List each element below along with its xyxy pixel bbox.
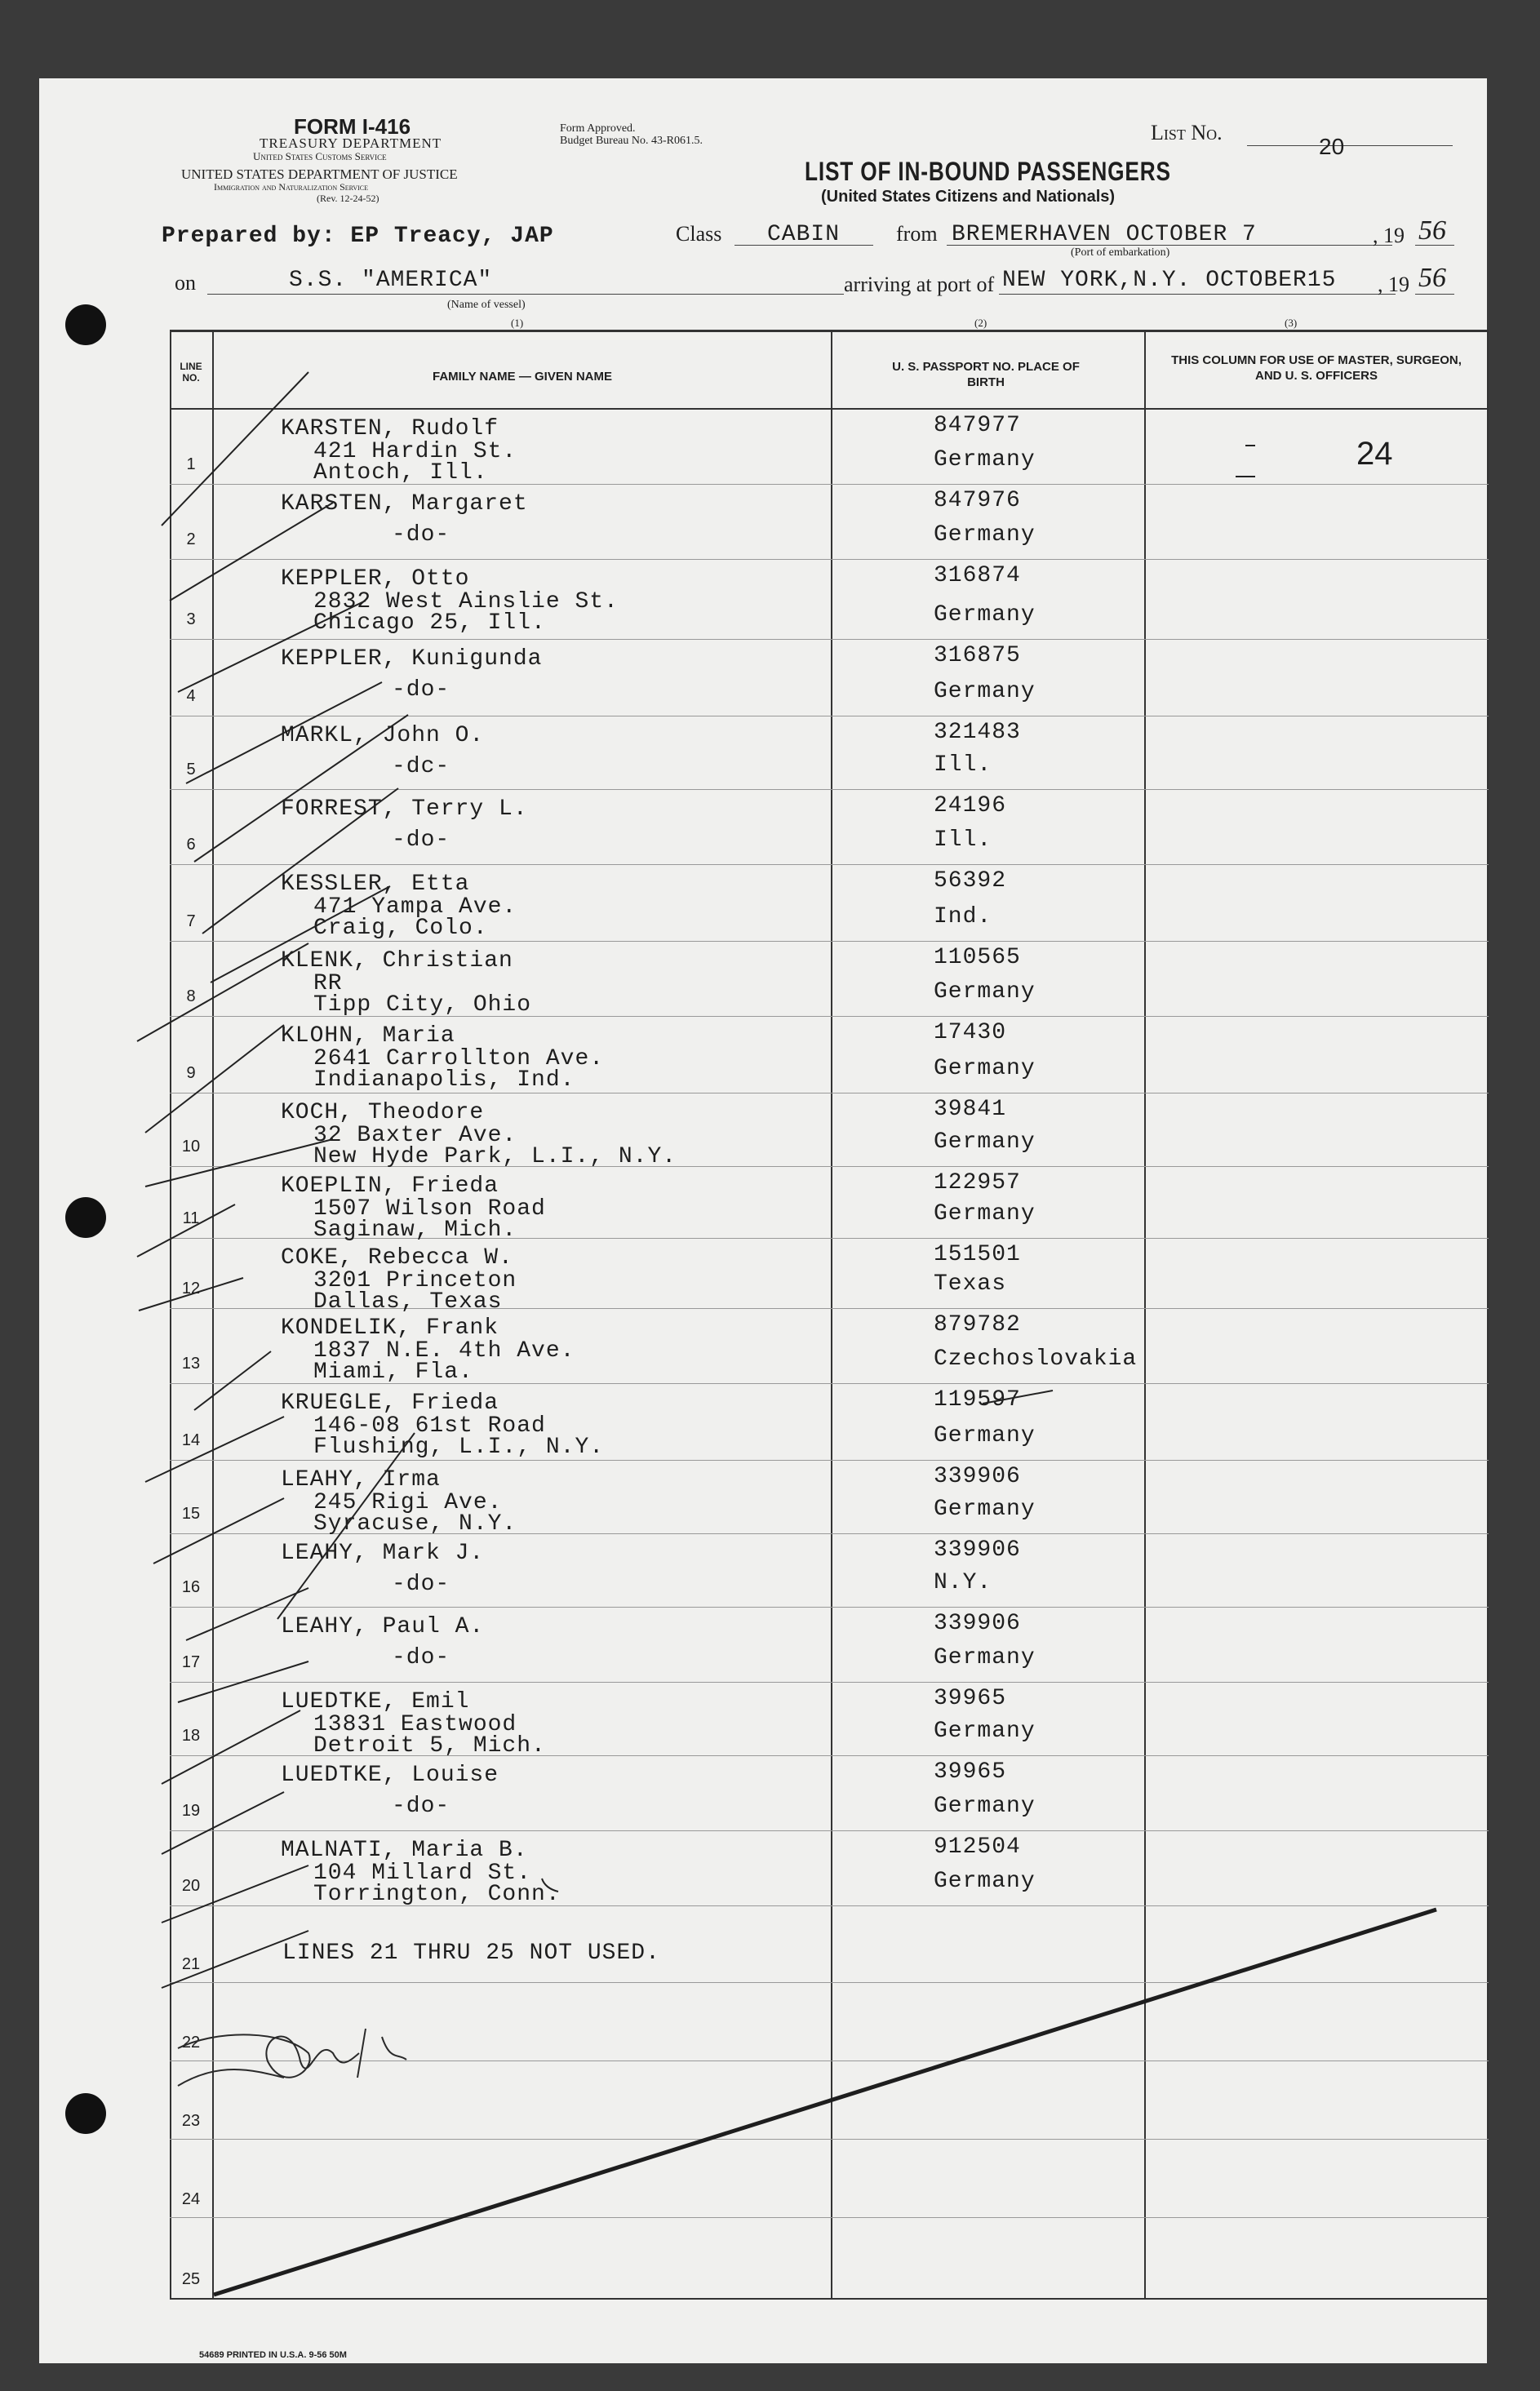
- passenger-name: KOCH, Theodore: [281, 1100, 485, 1125]
- address-line-2: Torrington, Conn.: [313, 1882, 561, 1907]
- form-number: FORM I-416: [294, 114, 411, 139]
- address-line-1: -do-: [392, 677, 450, 703]
- address-line-1: 32 Baxter Ave.: [313, 1123, 517, 1148]
- address-line-1: -dc-: [392, 754, 450, 779]
- customs-service: United States Customs Service: [253, 150, 387, 162]
- print-footer: 54689 PRINTED IN U.S.A. 9-56 50M: [199, 2350, 347, 2360]
- address-line-1: 2641 Carrollton Ave.: [313, 1046, 605, 1071]
- address-line-2: Dallas, Texas: [313, 1289, 503, 1315]
- passenger-name: MARKL, John O.: [281, 723, 485, 748]
- passport-number: 39965: [934, 1759, 1007, 1785]
- address-line-1: -do-: [392, 827, 450, 853]
- address-line-1: 104 Millard St.: [313, 1861, 532, 1886]
- treasury-dept: TREASURY DEPARTMENT: [260, 135, 442, 151]
- place-of-birth: Ill.: [934, 752, 992, 778]
- line-number: 23: [181, 2112, 201, 2130]
- year-2: 56: [1418, 263, 1446, 293]
- line-number: 14: [181, 1431, 201, 1449]
- arriving-label: arriving at port of: [844, 273, 995, 296]
- address-line-2: Chicago 25, Ill.: [313, 610, 546, 636]
- passenger-name: KLOHN, Maria: [281, 1023, 455, 1049]
- form-approved: Form Approved.: [560, 122, 636, 135]
- officer-note: 24: [1356, 436, 1393, 472]
- address-line-1: 3201 Princeton: [313, 1268, 517, 1293]
- line-number: 15: [181, 1505, 201, 1523]
- class-label: Class: [676, 222, 722, 246]
- passenger-name: KRUEGLE, Frieda: [281, 1391, 499, 1416]
- passenger-name: LEAHY, Paul A.: [281, 1614, 485, 1639]
- budget-bureau: Budget Bureau No. 43-R061.5.: [560, 135, 703, 147]
- vessel-caption: (Name of vessel): [447, 299, 526, 311]
- column-number-2: (2): [974, 317, 987, 329]
- line-number: 12: [181, 1280, 201, 1298]
- manifest-sheet: [39, 78, 1487, 2363]
- place-of-birth: Czechoslovakia: [934, 1346, 1138, 1372]
- passport-number: 119597: [934, 1387, 1021, 1413]
- address-line-2: Saginaw, Mich.: [313, 1218, 517, 1243]
- column-number-1: (1): [511, 317, 524, 329]
- address-line-2: Craig, Colo.: [313, 916, 488, 941]
- binder-hole-top: [65, 304, 106, 345]
- address-line-1: 245 Rigi Ave.: [313, 1490, 503, 1515]
- justice-dept: UNITED STATES DEPARTMENT OF JUSTICE: [181, 166, 458, 182]
- from-label: from: [896, 222, 938, 246]
- place-of-birth: Germany: [934, 1869, 1036, 1894]
- line-number: 19: [181, 1802, 201, 1820]
- passport-number: 879782: [934, 1312, 1021, 1337]
- document-title: LIST OF IN-BOUND PASSENGERS: [805, 157, 1171, 186]
- line-number: 10: [181, 1138, 201, 1156]
- place-of-birth: Germany: [934, 1423, 1036, 1448]
- line-number: 3: [186, 610, 196, 628]
- address-line-1: 421 Hardin St.: [313, 439, 517, 464]
- place-of-birth: Germany: [934, 1497, 1036, 1522]
- line-number: 16: [181, 1578, 201, 1596]
- column-number-3: (3): [1285, 317, 1298, 329]
- passport-number: 39841: [934, 1097, 1007, 1122]
- address-line-2: Antoch, Ill.: [313, 460, 488, 486]
- passport-number: 847976: [934, 488, 1021, 513]
- place-of-birth: Germany: [934, 1645, 1036, 1670]
- place-of-birth: Germany: [934, 1201, 1036, 1227]
- passenger-name: KOEPLIN, Frieda: [281, 1173, 499, 1199]
- passenger-name: COKE, Rebecca W.: [281, 1245, 513, 1271]
- line-number: 4: [186, 687, 196, 705]
- place-of-birth: N.Y.: [934, 1570, 992, 1595]
- address-line-1: RR: [313, 971, 343, 996]
- passport-number: 339906: [934, 1537, 1021, 1563]
- passenger-name: KONDELIK, Frank: [281, 1315, 499, 1341]
- address-line-1: 1507 Wilson Road: [313, 1196, 546, 1222]
- passenger-name: KEPPLER, Kunigunda: [281, 646, 543, 672]
- line-number: 22: [181, 2034, 201, 2052]
- address-line-2: Indianapolis, Ind.: [313, 1067, 575, 1093]
- name-header: FAMILY NAME — GIVEN NAME: [432, 370, 613, 384]
- line-number: 1: [186, 455, 196, 473]
- list-no-label: List No.: [1151, 121, 1223, 144]
- port-embarkation-caption: (Port of embarkation): [1071, 246, 1170, 259]
- address-line-1: 2832 West Ainslie St.: [313, 589, 619, 614]
- immigration-service: Immigration and Naturalization Service: [214, 181, 369, 193]
- address-line-1: 471 Yampa Ave.: [313, 894, 517, 920]
- place-of-birth: Ill.: [934, 827, 992, 853]
- document-subtitle: (United States Citizens and Nationals): [821, 188, 1116, 206]
- line-number: 7: [186, 912, 196, 930]
- passenger-name: KARSTEN, Rudolf: [281, 416, 499, 441]
- passport-number: 17430: [934, 1020, 1007, 1045]
- place-of-birth: Germany: [934, 447, 1036, 472]
- place-of-birth: Germany: [934, 1794, 1036, 1819]
- passenger-name: KEPPLER, Otto: [281, 566, 470, 592]
- line-number: 18: [181, 1727, 201, 1745]
- line-number: 2: [186, 530, 196, 548]
- address-line-1: -do-: [392, 522, 450, 548]
- officers-header: THIS COLUMN FOR USE OF MASTER, SURGEON, AND U. S. OFFICERS: [1171, 353, 1462, 383]
- port-embarkation: BREMERHAVEN OCTOBER 7: [952, 222, 1257, 247]
- address-line-2: Syracuse, N.Y.: [313, 1511, 517, 1537]
- year-prefix-1: , 19: [1373, 224, 1405, 247]
- unused-lines-note: LINES 21 THRU 25 NOT USED.: [282, 1941, 660, 1966]
- place-of-birth: Germany: [934, 1129, 1036, 1155]
- line-number: 24: [181, 2190, 201, 2208]
- passenger-name: LUEDTKE, Emil: [281, 1689, 470, 1715]
- year-1: 56: [1418, 215, 1446, 246]
- on-label: on: [175, 271, 196, 295]
- address-line-1: 146-08 61st Road: [313, 1413, 546, 1439]
- passenger-name: LEAHY, Irma: [281, 1467, 441, 1493]
- passport-number: 56392: [934, 868, 1007, 894]
- passenger-name: LEAHY, Mark J.: [281, 1541, 485, 1566]
- line-number: 25: [181, 2270, 201, 2288]
- binder-hole-bottom: [65, 2093, 106, 2134]
- passenger-name: KLENK, Christian: [281, 948, 513, 974]
- passport-number: 339906: [934, 1464, 1021, 1489]
- line-number: 17: [181, 1653, 201, 1671]
- passport-number: 321483: [934, 720, 1021, 745]
- passport-number: 39965: [934, 1686, 1007, 1711]
- place-of-birth: Texas: [934, 1271, 1007, 1297]
- passport-number: 339906: [934, 1611, 1021, 1636]
- line-number: 13: [181, 1355, 201, 1373]
- address-line-2: Flushing, L.I., N.Y.: [313, 1435, 605, 1460]
- passenger-name: KESSLER, Etta: [281, 872, 470, 897]
- port-arrival: NEW YORK,N.Y. OCTOBER15: [1002, 268, 1337, 293]
- address-line-2: Tipp City, Ohio: [313, 992, 532, 1018]
- year-prefix-2: , 19: [1378, 273, 1409, 296]
- passport-header: U. S. PASSPORT NO. PLACE OF BIRTH: [892, 360, 1080, 389]
- place-of-birth: Germany: [934, 522, 1036, 548]
- pen-marks: [39, 78, 1487, 2363]
- line-number: 8: [186, 987, 196, 1005]
- address-line-1: -do-: [392, 1794, 450, 1819]
- address-line-1: -do-: [392, 1572, 450, 1597]
- address-line-2: New Hyde Park, L.I., N.Y.: [313, 1144, 677, 1169]
- line-number: 9: [186, 1064, 196, 1082]
- passenger-name: MALNATI, Maria B.: [281, 1838, 528, 1863]
- class-value: CABIN: [767, 222, 841, 247]
- line-number: 21: [181, 1955, 201, 1973]
- prepared-by: Prepared by: EP Treacy, JAP: [162, 224, 554, 249]
- passport-number: 110565: [934, 945, 1021, 970]
- address-line-1: 1837 N.E. 4th Ave.: [313, 1338, 575, 1364]
- line-number: 11: [182, 1209, 200, 1227]
- place-of-birth: Germany: [934, 979, 1036, 1005]
- passport-number: 912504: [934, 1834, 1021, 1860]
- place-of-birth: Germany: [934, 1056, 1036, 1081]
- address-line-2: Detroit 5, Mich.: [313, 1733, 546, 1759]
- line-no-header: LINE NO.: [180, 361, 202, 384]
- address-line-2: Miami, Fla.: [313, 1360, 473, 1385]
- passport-number: 316874: [934, 563, 1021, 588]
- binder-hole-middle: [65, 1197, 106, 1238]
- line-number: 20: [181, 1877, 201, 1895]
- passenger-name: LUEDTKE, Louise: [281, 1763, 499, 1788]
- vessel-name: S.S. "AMERICA": [289, 268, 493, 293]
- address-line-1: 13831 Eastwood: [313, 1712, 517, 1737]
- place-of-birth: Germany: [934, 679, 1036, 704]
- place-of-birth: Germany: [934, 1719, 1036, 1744]
- form-revision: (Rev. 12-24-52): [317, 193, 379, 204]
- passport-number: 316875: [934, 643, 1021, 668]
- passport-number: 847977: [934, 413, 1021, 438]
- passport-number: 151501: [934, 1242, 1021, 1267]
- place-of-birth: Ind.: [934, 904, 992, 929]
- passenger-name: KARSTEN, Margaret: [281, 491, 528, 517]
- place-of-birth: Germany: [934, 602, 1036, 628]
- passport-number: 24196: [934, 793, 1007, 818]
- address-line-1: -do-: [392, 1645, 450, 1670]
- passport-number: 122957: [934, 1170, 1021, 1196]
- line-number: 5: [186, 761, 196, 779]
- passenger-name: FORREST, Terry L.: [281, 796, 528, 822]
- list-no-value: 20: [1319, 134, 1345, 159]
- line-number: 6: [186, 836, 196, 854]
